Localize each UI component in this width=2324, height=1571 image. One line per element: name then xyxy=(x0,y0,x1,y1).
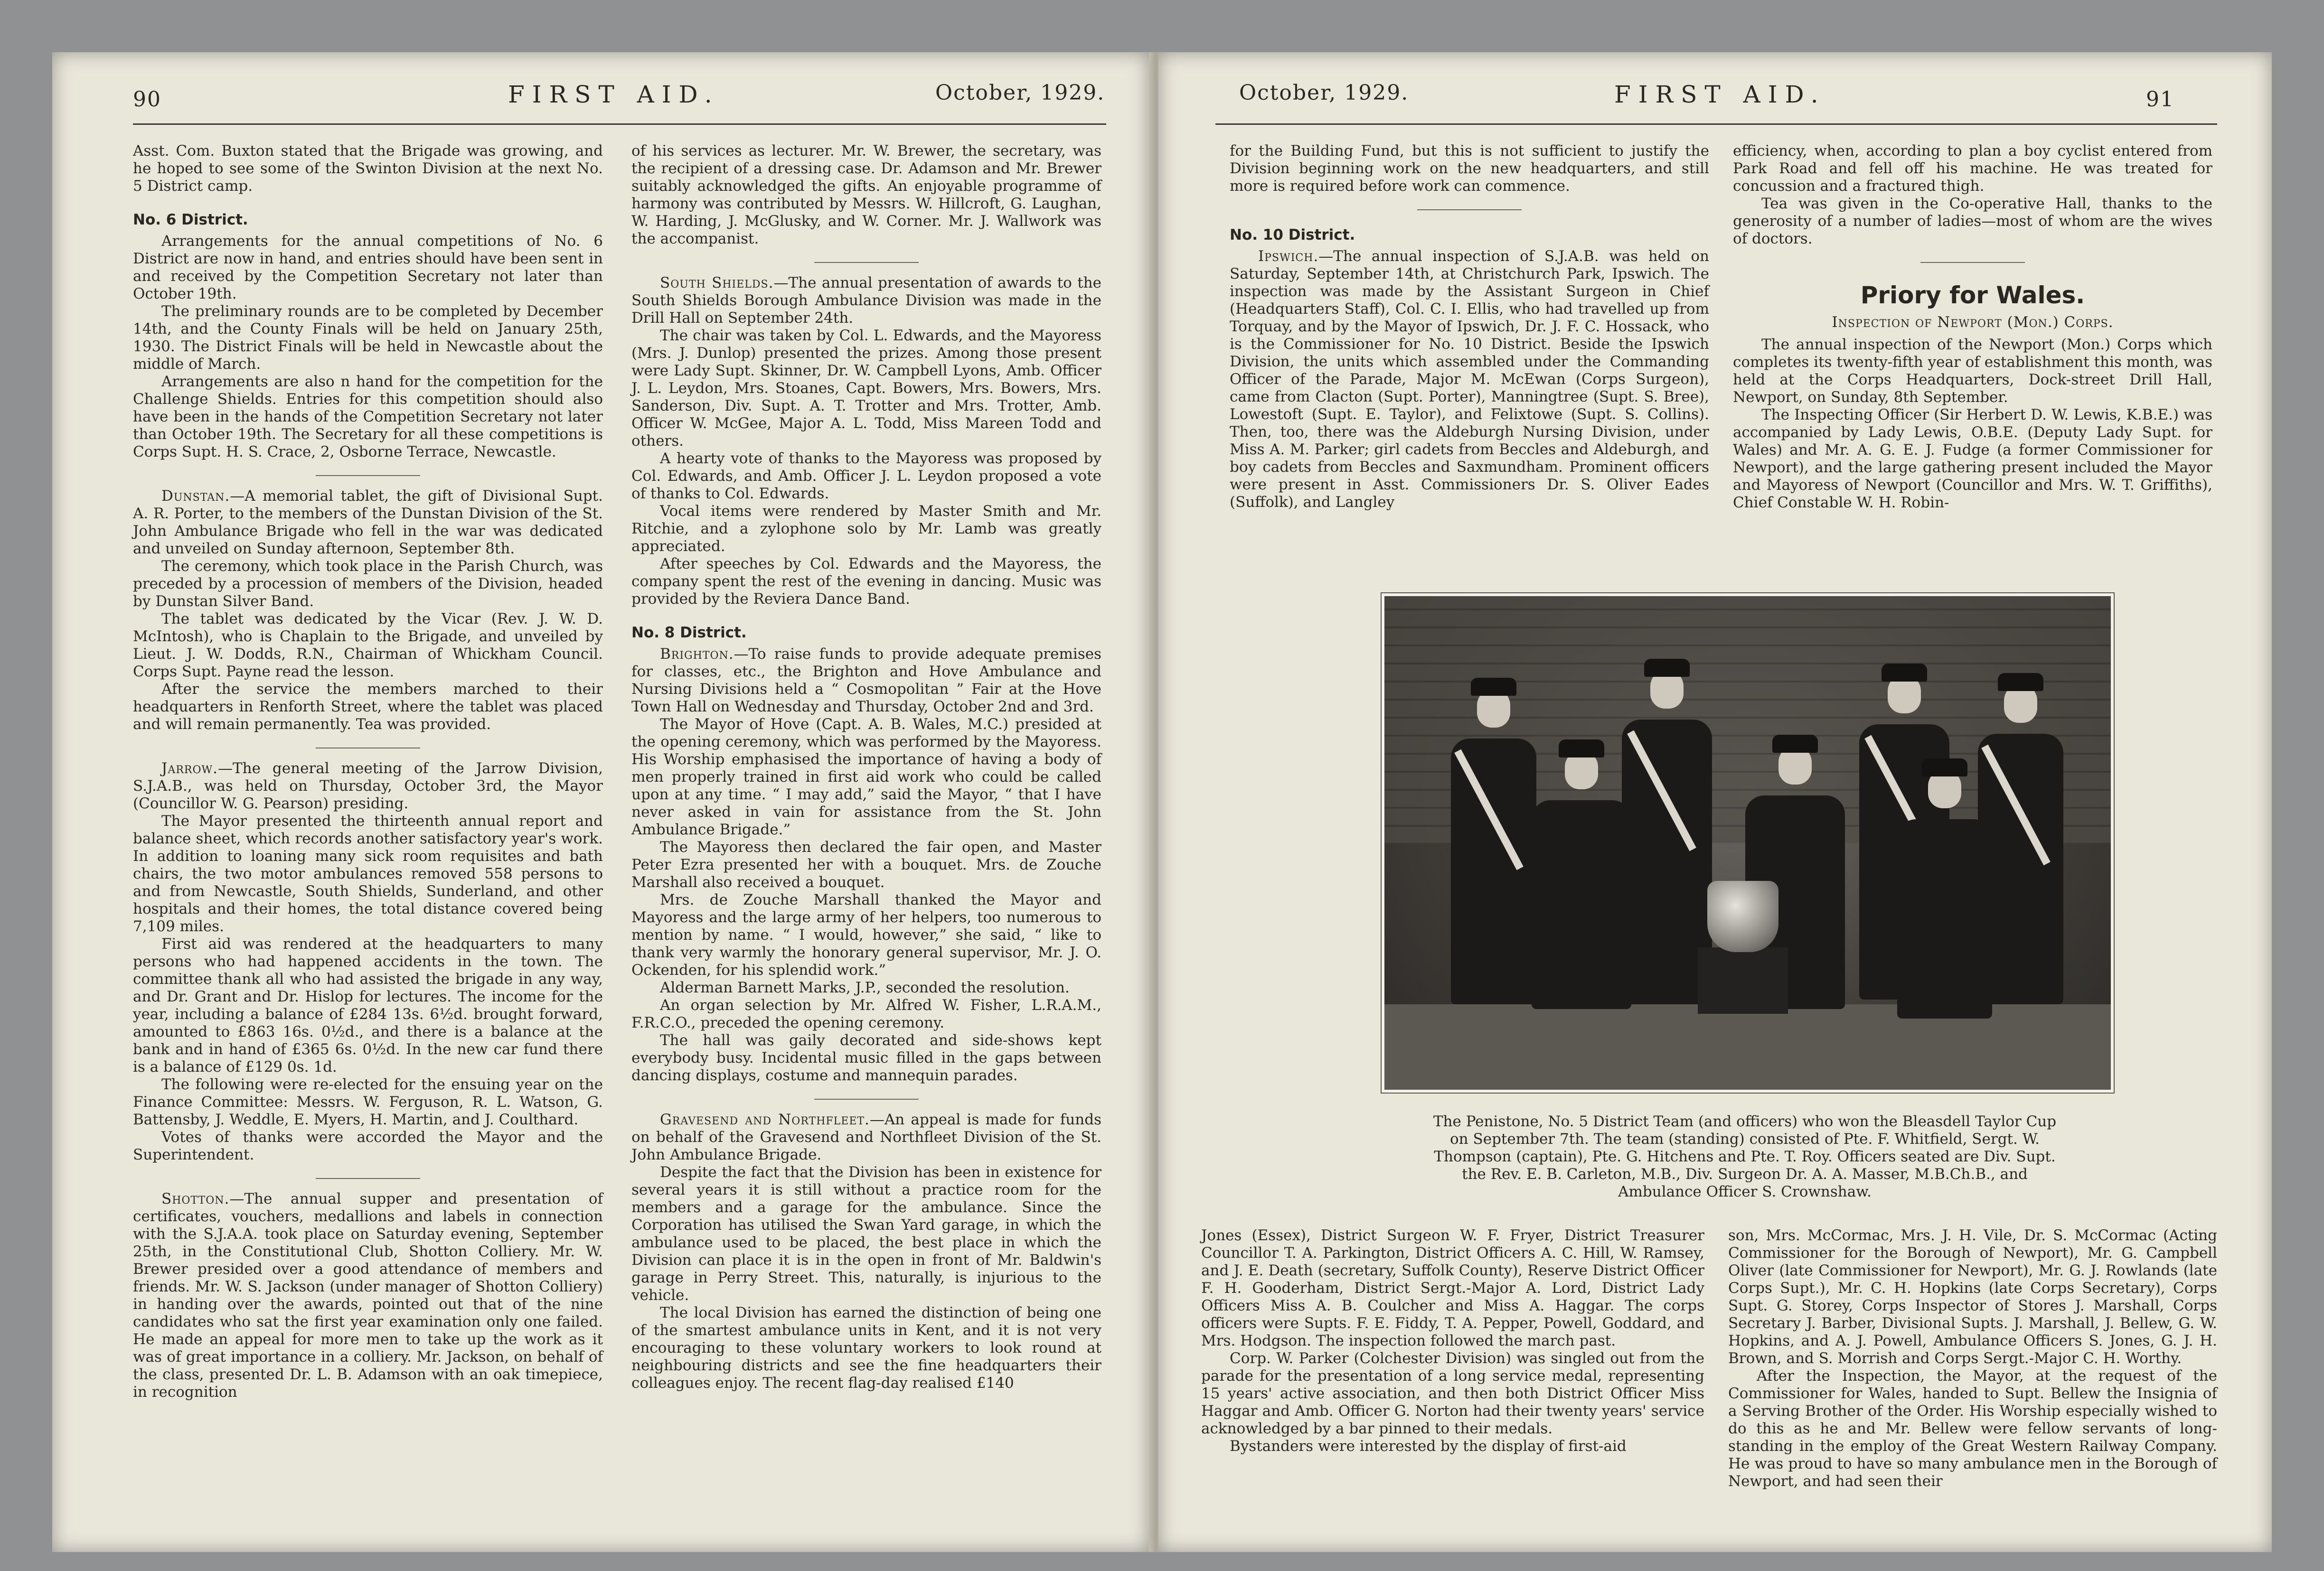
section-divider xyxy=(316,1178,420,1179)
paragraph xyxy=(631,997,1101,1032)
team-photograph xyxy=(1382,593,2114,1093)
header-rule xyxy=(1215,123,2217,125)
journal-title: FIRST AID. xyxy=(1614,81,1826,108)
left-col-2 xyxy=(631,142,1101,1392)
paragraph-lead: Jarrow. xyxy=(161,760,218,777)
right-col-1-top xyxy=(1230,142,1709,511)
paragraph xyxy=(1728,1227,2217,1367)
paragraph-lead: South Shields. xyxy=(660,274,774,291)
paragraph-text: The tablet was dedicated by the Vicar (Rev. J. W. D. McIntosh), who is Chaplain to the Brigade, and unveiled by Lieut. J. W. Dodds, R.N., Chairman of Whickham Council. Corps Supt. Payne read the lesson. xyxy=(133,610,603,680)
sub-heading: Inspection of Newport (Mon.) Corps. xyxy=(1832,314,2114,331)
paragraph xyxy=(133,1076,603,1129)
paragraph-text: The annual inspection of the Newport (Mon.) Corps which completes its twenty-fifth year of establishment this month, was held at the Corps Headquarters, Dock-street Drill Hall, Newport, on Sunday, 8th September. xyxy=(1733,336,2212,406)
seated-figure xyxy=(1897,819,1992,1019)
paragraph-text: The Inspecting Officer (Sir Herbert D. W. Lewis, K.B.E.) was accompanied by Lady Lewis, O.B.E. (Deputy Lady Supt. for Wales) and Mr. A. G. E. J. Fudge (a former Commissioner for Newport), and the large gathering present included the Mayor and Mayoress of Newport (Councillor and Mrs. W. T. Griffiths), Chief Constable W. H. Robin- xyxy=(1733,406,2212,511)
section-divider xyxy=(814,262,919,263)
issue-date: October, 1929. xyxy=(1239,81,1409,105)
paragraph xyxy=(631,555,1101,608)
section-divider xyxy=(316,475,420,476)
paragraph xyxy=(631,142,1101,248)
left-col-1 xyxy=(133,142,603,1401)
paragraph-text: Tea was given in the Co-operative Hall, thanks to the generosity of a number of ladies—most of whom are the wives of doctors. xyxy=(1733,195,2212,247)
paragraph xyxy=(133,487,603,558)
paragraph xyxy=(631,327,1101,450)
paragraph-text: Alderman Barnett Marks, J.P., seconded the resolution. xyxy=(660,979,1070,996)
paragraph xyxy=(631,979,1101,997)
paragraph xyxy=(1733,195,2212,248)
left-page xyxy=(52,52,1149,1552)
section-divider xyxy=(814,1099,919,1100)
section-divider xyxy=(1920,262,2025,263)
paragraph xyxy=(133,558,603,610)
header-rule xyxy=(133,123,1106,125)
paragraph-text: The Mayoress then declared the fair open, and Master Peter Ezra presented her with a bouquet. Mrs. de Zouche Marshall also received a bouquet. xyxy=(631,839,1101,891)
paragraph-text: The chair was taken by Col. L. Edwards, and the Mayoress (Mrs. J. Dunlop) presented the prizes. Among those present were Lady Supt. Skinner, Dr. W. Campbell Lyons, Amb. Officer J. L. Leydon, Mrs. Stoanes, Capt. Bowers, Mrs. Bowers, Mrs. Sanderson, Div. Supt. A. T. Trotter and Mrs. Trotter, Amb. Officer W. McGee, Major A. L. Todd, Miss Mareen Todd and others. xyxy=(631,327,1101,449)
paragraph xyxy=(1733,406,2212,512)
right-page-header xyxy=(1158,81,2272,123)
paragraph-lead: Dunstan. xyxy=(161,487,230,505)
paragraph xyxy=(133,142,603,195)
paragraph-text: —The annual inspection of S.J.A.B. was held on Saturday, September 14th, at Christchurch Park, Ipswich. The inspection was made by the Assistant Surgeon in Chief (Headquarters Staff), Col. C. I. Ellis, who had travelled up from Torquay, and by the Mayor of Ipswich, Dr. J. F. C. Hossack, who is the Commissioner for No. 10 District. Beside the Ipswich Division, the units which assembled under the Commanding Officer of the Parade, Major M. McEwan (Corps Surgeon), came from Clacton (Supt. Porter), Manningtree (Supt. S. Bree), Lowestoft (Supt. E. Taylor), and Felixtowe (Supt. S. Collins). Then, too, there was the Aldeburgh Nursing Division, under Miss A. M. Parker; girl cadets from Beccles and Aldeburgh, and boy cadets from Beccles and Saxmundham. Prominent officers were present in Asst. Commissioners Dr. S. Oliver Eades (Suffolk), and Langley xyxy=(1230,248,1709,511)
journal-title: FIRST AID. xyxy=(508,81,720,108)
paragraph-text: —To raise funds to provide adequate premises for classes, etc., the Brighton and Hove Ambulance and Nursing Divisions held a “ Cosmopolitan ” Fair at the Hove Town Hall on Wednesday and Thursday, October 2nd and 3rd. xyxy=(631,645,1101,715)
standing-figure xyxy=(1451,739,1536,1004)
paragraph xyxy=(1230,248,1709,511)
paragraph-text: Arrangements for the annual competitions of No. 6 District are now in hand, and entries should have been sent in and received by the Competition Secretary not later than October 19th. xyxy=(133,233,603,302)
paragraph-text: Despite the fact that the Division has been in existence for several years it is still without a practice room for the members and a garage for the ambulance. Since the Corporation has utilised the Swan Yard garage, in which the ambulance used to be placed, the best place in which the Division can place it is in the open in front of Mr. Baldwin's garage in Perry Street. This, naturally, is injurious to the vehicle. xyxy=(631,1164,1101,1304)
seated-figure xyxy=(1532,800,1631,1009)
paragraph-text: —The general meeting of the Jarrow Division, S.J.A.B., was held on Thursday, October 3rd, the Mayor (Councillor W. G. Pearson) presiding. xyxy=(133,760,603,812)
trophy-stand xyxy=(1698,947,1788,1014)
paragraph-text: The hall was gaily decorated and side-shows kept everybody busy. Incidental music filled in the gaps between dancing displays, costume and mannequin parades. xyxy=(631,1032,1101,1084)
trophy-cup xyxy=(1707,881,1778,952)
paragraph-text: Asst. Com. Buxton stated that the Brigade was growing, and he hoped to see some of the Swinton Division at the next No. 5 District camp. xyxy=(133,142,603,195)
paragraph-text: Bystanders were interested by the display of first-aid xyxy=(1230,1438,1627,1455)
paragraph-lead: Shotton. xyxy=(161,1190,230,1207)
paragraph-text: A hearty vote of thanks to the Mayoress was proposed by Col. Edwards, and Amb. Officer J. L. Leydon proposed a vote of thanks to Col. Edwards. xyxy=(631,450,1101,502)
paragraph-text: Votes of thanks were accorded the Mayor and the Superintendent. xyxy=(133,1129,603,1163)
paragraph-text: The Mayor of Hove (Capt. A. B. Wales, M.C.) presided at the opening ceremony, which was performed by the Mayoress. His Worship emphasised the importance of having a body of men properly trained in first aid work who could be called upon at any time. “ I may add,” said the Mayor, “ that I have never asked in vain for assistance from the St. John Ambulance Brigade.” xyxy=(631,716,1101,838)
paragraph-text: Jones (Essex), District Surgeon W. F. Fryer, District Treasurer Councillor T. A. Parkington, District Officers A. C. Hill, W. Ramsey, and J. E. Death (secretary, Suffolk County), Reserve District Officer F. H. Gooderham, District Sergt.-Major A. Lord, District Lady Officers Miss A. B. Coulcher and Miss A. Haggar. The corps officers were Supts. F. E. Fiddy, T. A. Pepper, Powell, Goddard, and Mrs. Hodgson. The inspection followed the march past. xyxy=(1201,1227,1704,1349)
issue-date: October, 1929. xyxy=(935,81,1105,105)
page-number: 91 xyxy=(2146,87,2174,112)
paragraph xyxy=(133,373,603,461)
paragraph-text: After the service the members marched to their headquarters in Renforth Street, where the tablet was placed and will remain permanently. Tea was provided. xyxy=(133,681,603,733)
paragraph-text: —An appeal is made for funds on behalf of the Gravesend and Northfleet Division of the St. John Ambulance Brigade. xyxy=(631,1111,1102,1163)
paragraph-text: Mrs. de Zouche Marshall thanked the Mayor and Mayoress and the large army of her helpers, too numerous to mention by name. “ I would, however,” she said, “ like to thank very warmly the honorary general supervisor, Mr. J. O. Ockenden, for his splendid work.” xyxy=(631,891,1101,979)
paragraph-text: First aid was rendered at the headquarters to many persons who had happened accidents in the town. The committee thank all who had assisted the brigade in any way, and Dr. Grant and Dr. Hislop for lectures. The income for the year, including a balance of £284 13s. 6½d. brought forward, amounted to £863 16s. 0½d., and there is a balance at the bank and in hand of £365 6s. 0½d. In the new car fund there is a balance of £129 0s. 1d. xyxy=(133,935,603,1075)
paragraph xyxy=(1733,142,2212,195)
paragraph-text: for the Building Fund, but this is not sufficient to justify the Division beginning work on the new headquarters, and still more is required before work can commence. xyxy=(1230,142,1709,195)
paragraph xyxy=(1230,142,1709,195)
ground xyxy=(1384,1004,2111,1090)
paragraph xyxy=(133,1129,603,1164)
paragraph xyxy=(133,233,603,303)
paragraph-lead: Gravesend and Northfleet. xyxy=(660,1111,870,1128)
paragraph-text: —The annual supper and presentation of certificates, vouchers, medallions and labels in connection with the S.J.A.A. took place on Saturday evening, September 25th, in the Constitutional Club, Shotton Colliery. Mr. W. Brewer presided over a good attendance of members and friends. Mr. W. S. Jackson (under manager of Shotton Colliery) in handing over the awards, pointed out that of the nine candidates who sat the first year examination only one failed. He made an appeal for more men to take up the work as it was of great importance in a colliery. Mr. Jackson, on behalf of the class, presented Dr. L. B. Adamson with an oak timepiece, in recognition xyxy=(133,1190,603,1401)
section-heading: No. 8 District. xyxy=(631,624,747,641)
paragraph-text: After speeches by Col. Edwards and the Mayoress, the company spent the rest of the evening in dancing. Music was provided by the Reviera Dance Band. xyxy=(631,555,1101,608)
paragraph-lead: Ipswich. xyxy=(1258,248,1319,265)
paragraph xyxy=(631,450,1101,503)
paragraph xyxy=(133,303,603,373)
paragraph-lead: Brighton. xyxy=(660,645,734,663)
paragraph xyxy=(1201,1350,1704,1438)
paragraph-text: —A memorial tablet, the gift of Divisional Supt. A. R. Porter, to the members of the Dunstan Division of the St. John Ambulance Brigade who fell in the war was dedicated and unveiled on Sunday afternoon, September 8th. xyxy=(133,487,603,557)
right-col-1-bottom xyxy=(1201,1227,1704,1455)
paragraph xyxy=(1201,1227,1704,1350)
paragraph xyxy=(133,610,603,681)
section-heading: No. 10 District. xyxy=(1230,226,1355,243)
section-heading: No. 6 District. xyxy=(133,211,248,228)
right-col-2-bottom xyxy=(1728,1227,2217,1490)
priory-heading: Priory for Wales. xyxy=(1860,281,2085,309)
paragraph-text: Corp. W. Parker (Colchester Division) was singled out from the parade for the presentation of a long service medal, representing 15 years' active association, and then both District Officer Miss Haggar and Amb. Officer G. Norton had their twenty years' service acknowledged by a bar pinned to their medals. xyxy=(1201,1350,1704,1437)
paragraph-text: of his services as lecturer. Mr. W. Brewer, the secretary, was the recipient of a dressing case. Dr. Adamson and Mr. Brewer suitably acknowledged the gifts. An enjoyable programme of harmony was contributed by Messrs. W. Hillcroft, G. Laughan, W. Harding, J. McGlusky, and W. Corner. Mr. J. Wallwork was the accompanist. xyxy=(631,142,1101,247)
paragraph xyxy=(133,1190,603,1401)
right-page xyxy=(1158,52,2272,1552)
paragraph-text: Vocal items were rendered by Master Smith and Mr. Ritchie, and a zylophone solo by Mr. Lamb was greatly appreciated. xyxy=(631,503,1101,555)
paragraph-text: son, Mrs. McCormac, Mrs. J. H. Vile, Dr. S. McCormac (Acting Commissioner for the Borough of Newport), Mr. G. Campbell Oliver (late Commissioner for Newport), Mr. G. J. Rowlands (late Corps Supt.), Mr. C. H. Hopkins (late Corps Secretary), Corps Supt. G. Storey, Corps Inspector of Stores J. Marshall, Corps Secretary J. Barber, Divisional Supts. J. Marshall, J. Bellew, G. W. Hopkins, and A. J. Powell, Ambulance Officers S. Jones, G. J. H. Brown, and S. Morrish and Corps Sergt.-Major C. H. Worthy. xyxy=(1728,1227,2217,1367)
paragraph xyxy=(133,935,603,1076)
paragraph xyxy=(133,681,603,733)
photo-caption: The Penistone, No. 5 District Team (and officers) who won the Bleasdell Taylor Cup on September 7th. The team (standing) consisted of Pte. F. Whitfield, Sergt. W. Thompson (captain), Pte. G. Hitchens and Pte. T. Roy. Officers seated are Div. Supt. the Rev. E. B. Carleton, M.B., Div. Surgeon Dr. A. A. Masser, M.B.Ch.B., and Ambulance Officer S. Crownshaw. xyxy=(1433,1113,2057,1200)
right-col-2-top xyxy=(1733,142,2212,512)
paragraph-text: After the Inspection, the Mayor, at the request of the Commissioner for Wales, handed to Supt. Bellew the Insignia of a Serving Brother of the Order. His Worship especially wished to do this as he and Mr. Bellew were fellow servants of long-standing in the employ of the Great Western Railway Company. He was proud to have so many ambulance men in the Borough of Newport, and had seen their xyxy=(1728,1367,2217,1490)
paragraph xyxy=(631,839,1101,891)
paragraph xyxy=(133,760,603,813)
paragraph xyxy=(631,1032,1101,1085)
paragraph-text: The Mayor presented the thirteenth annual report and balance sheet, which records another satisfactory year's work. In addition to loaning many sick room requisites and bath chairs, the two motor ambulances removed 558 persons to and from Newcastle, South Shields, Sunderland, and other hospitals and their homes, the total distance covered being 7,109 miles. xyxy=(133,813,603,935)
paragraph-text: An organ selection by Mr. Alfred W. Fisher, L.R.A.M., F.R.C.O., preceded the opening ceremony. xyxy=(631,997,1101,1031)
paragraph xyxy=(1201,1438,1704,1455)
paragraph-text: The following were re-elected for the ensuing year on the Finance Committee: Messrs. W. Ferguson, R. L. Watson, G. Battensby, J. Weddle, E. Myers, H. Martin, and J. Coulthard. xyxy=(133,1076,603,1128)
paragraph xyxy=(631,891,1101,979)
paragraph xyxy=(631,1164,1101,1304)
paragraph xyxy=(631,645,1101,716)
paragraph xyxy=(631,503,1101,555)
paragraph-text: The local Division has earned the distinction of being one of the smartest ambulance units in Kent, and it is not very encouraging to these voluntary workers to look round at neighbouring districts and see the fine headquarters their colleagues enjoy. The recent flag-day realised £140 xyxy=(631,1304,1101,1392)
section-divider xyxy=(1417,209,1522,210)
page-number: 90 xyxy=(133,87,161,112)
paragraph xyxy=(631,274,1101,327)
paragraph-text: The preliminary rounds are to be completed by December 14th, and the County Finals will be held on January 25th, 1930. The District Finals will be held in Newcastle about the middle of March. xyxy=(133,303,603,373)
paragraph-text: Arrangements are also n hand for the competition for the Challenge Shields. Entries for this competition should also have been in the hands of the Competition Secretary not later than October 19th. The Secretary for all these competitions is Corps Supt. H. S. Crace, 2, Osborne Terrace, Newcastle. xyxy=(133,373,603,460)
paragraph xyxy=(1728,1367,2217,1490)
paragraph xyxy=(631,1111,1101,1164)
paragraph-text: efficiency, when, according to plan a boy cyclist entered from Park Road and fell off his machine. He was treated for concussion and a fractured thigh. xyxy=(1733,142,2212,195)
paragraph xyxy=(631,716,1101,839)
paragraph xyxy=(631,1304,1101,1392)
left-page-header xyxy=(52,81,1149,123)
paragraph-text: —The annual presentation of awards to the South Shields Borough Ambulance Division was made in the Drill Hall on September 24th. xyxy=(631,274,1102,327)
paragraph xyxy=(133,813,603,935)
paragraph xyxy=(1733,336,2212,406)
paragraph-text: The ceremony, which took place in the Parish Church, was preceded by a procession of members of the Division, headed by Dunstan Silver Band. xyxy=(133,558,603,610)
